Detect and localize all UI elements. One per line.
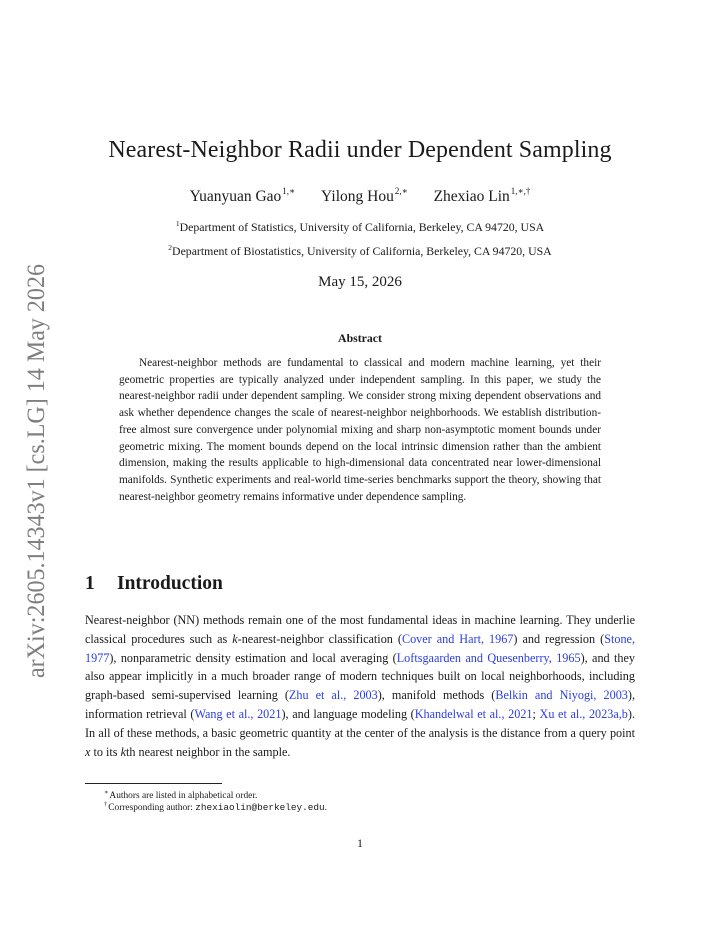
arxiv-stamp-text: arXiv:2605.14343v1 [cs.LG] 14 May 2026 xyxy=(23,258,50,678)
affiliation-mark: 1 xyxy=(175,219,180,228)
intro-text: th nearest neighbor in the sample. xyxy=(125,744,291,759)
citation-link[interactable]: Loftsgaarden and Quesenberry, 1965 xyxy=(396,650,581,665)
citation-link[interactable]: Belkin and Niyogi, 2003 xyxy=(495,688,628,703)
section-heading xyxy=(85,573,223,595)
author-3 xyxy=(434,188,531,205)
abstract-heading: Abstract xyxy=(338,331,382,345)
citation-link[interactable]: Zhu et al., 2003 xyxy=(288,688,378,703)
arxiv-stamp xyxy=(16,258,56,698)
author-email[interactable]: zhexiaolin@berkeley.edu xyxy=(195,802,325,813)
intro-paragraph xyxy=(85,611,635,761)
math-k: k xyxy=(120,744,126,759)
footnote-mark: † xyxy=(104,801,108,808)
affiliation-2 xyxy=(80,243,640,259)
author-name: Zhexiao Lin xyxy=(433,188,510,205)
citation-link[interactable]: Cover and Hart, 1967 xyxy=(401,631,514,646)
author-name: Yilong Hou xyxy=(321,188,394,205)
author-name: Yuanyuan Gao xyxy=(189,188,282,205)
intro-text: ), and they also appear implicitly in a much broader range of modern techniques built on local neighborhoods, including graph-based semi-supervised learning ( xyxy=(85,650,635,703)
intro-text: to its xyxy=(90,744,121,759)
footnote-2 xyxy=(104,801,327,813)
footnote-rule xyxy=(85,783,222,784)
intro-text: ; xyxy=(532,706,540,721)
affiliation-1 xyxy=(80,219,640,235)
intro-text: Nearest-neighbor (NN) methods remain one of the most fundamental ideas in machine learning. They underlie classical procedures such as xyxy=(85,613,635,646)
author-2 xyxy=(321,188,408,205)
footnote-text: Authors are listed in alphabetical order. xyxy=(109,791,258,801)
citation-link[interactable]: Xu et al., 2023a,b xyxy=(539,706,628,721)
citation-link[interactable]: Khandelwal et al., 2021 xyxy=(414,706,533,721)
citation-link[interactable]: Wang et al., 2021 xyxy=(194,706,282,721)
footnote-1 xyxy=(104,788,257,801)
citation-link[interactable]: Stone, 1977 xyxy=(85,631,635,665)
author-marks: 1,∗,† xyxy=(510,186,531,196)
page-number: 1 xyxy=(357,836,363,850)
section-title: Introduction xyxy=(117,573,223,594)
author-marks: 2,∗ xyxy=(394,186,408,196)
affiliation-mark: 2 xyxy=(168,243,173,252)
intro-text: ), manifold methods ( xyxy=(377,688,496,703)
intro-text: ), nonparametric density estimation and local averaging ( xyxy=(109,650,397,665)
affiliation-text: Department of Statistics, University of California, Berkeley, CA 94720, USA xyxy=(179,220,545,234)
footnote-mark: ∗ xyxy=(104,789,109,796)
intro-text: ). In all of these methods, a basic geometric quantity at the center of the analysis is the distance from a query point xyxy=(85,706,635,740)
footnote-tail: . xyxy=(324,803,327,813)
intro-text: ) and regression ( xyxy=(513,631,605,646)
intro-text: -nearest-neighbor classification ( xyxy=(237,631,402,646)
author-list xyxy=(80,186,640,206)
arxiv-stamp-svg xyxy=(16,258,56,698)
paper-title: Nearest-Neighbor Radii under Dependent Sampling xyxy=(108,137,612,163)
footnote-text: Corresponding author: xyxy=(108,803,196,813)
math-x: x xyxy=(85,744,91,759)
section-number: 1 xyxy=(85,573,95,594)
publication-date: May 15, 2026 xyxy=(318,274,402,290)
intro-text: ), and language modeling ( xyxy=(281,706,415,721)
abstract-body: Nearest-neighbor methods are fundamental to classical and modern machine learning, yet their geometric properties are typically analyzed under independent sampling. In this paper, we study the nearest-neighbor radii under dependent sampling. We consider strong mixing dependent observations and ask whether dependence changes the scale of nearest-neighbor neighborhoods. We establish distribution-free almost sure convergence under polynomial mixing and sharp non-asymptotic moment bounds under geometric mixing. The moment bounds depend on the local intrinsic dimension rather than the ambient dimension, making the results applicable to high-dimensional data concentrated near lower-dimensional manifolds. Synthetic experiments and real-world time-series benchmarks support the theory, showing that nearest-neighbor geometry remains informative under dependence sampling. xyxy=(119,357,601,503)
affiliation-text: Department of Biostatistics, University of California, Berkeley, CA 94720, USA xyxy=(172,244,552,258)
author-1 xyxy=(190,188,296,205)
intro-text: ), information retrieval ( xyxy=(85,688,636,721)
author-marks: 1,∗ xyxy=(282,186,296,196)
math-k: k xyxy=(232,631,238,646)
